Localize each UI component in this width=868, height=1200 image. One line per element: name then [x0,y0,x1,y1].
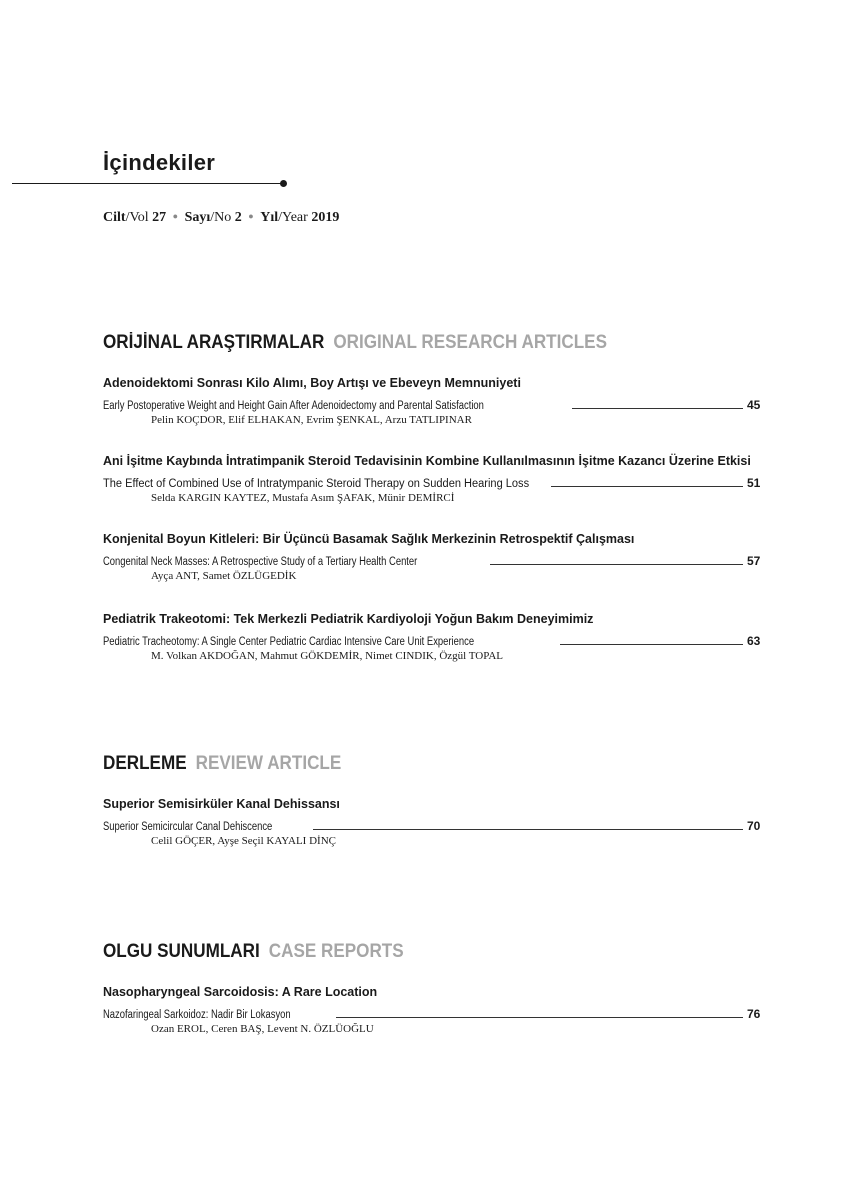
entry-subtitle: Early Postoperative Weight and Height Gain After Adenoidectomy and Parental Satisfaction [103,400,484,412]
sayi-label: Sayı [184,210,211,225]
entry-authors: Ozan EROL, Ceren BAŞ, Levent N. ÖZLÜOĞLU [151,1023,374,1035]
section-title-en: ORIGINAL RESEARCH ARTICLES [333,332,607,353]
section-title-en: CASE REPORTS [268,941,404,962]
separator-dot: ● [172,211,179,221]
entry-title: Konjenital Boyun Kitleleri: Bir Üçüncü Basamak Sağlık Merkezinin Retrospektif Çalışması [103,532,635,546]
dot-leader [551,486,743,487]
entry-subtitle: The Effect of Combined Use of Intratympanic Steroid Therapy on Sudden Hearing Loss [103,478,530,490]
section-title-tr: ORİJİNAL ARAŞTIRMALAR [103,332,325,353]
separator-dot: ● [248,211,254,221]
entry-title: Nasopharyngeal Sarcoidosis: A Rare Location [103,985,378,999]
title-underline-dot [280,180,287,187]
issue-info [103,210,339,226]
entry-subtitle: Congenital Neck Masses: A Retrospective Study of a Tertiary Health Center [103,556,418,568]
page-number: 63 [747,634,761,648]
page-number: 70 [747,819,761,833]
section-review [103,753,763,847]
year-value: 2019 [311,210,340,225]
page-number: 57 [747,554,761,568]
section-case-reports [103,941,763,1035]
vol-value: 27 [152,210,167,225]
entry-subtitle: Pediatric Tracheotomy: A Single Center Pediatric Cardiac Intensive Care Unit Experience [103,636,475,648]
yil-label: Yıl [260,210,279,225]
dot-leader [560,644,743,645]
entry-subtitle-row [103,817,763,833]
section-heading [103,753,697,775]
entry-subtitle: Nazofaringeal Sarkoidoz: Nadir Bir Lokasyon [103,1009,291,1021]
cilt-label: Cilt [103,210,126,225]
vol-label: /Vol [125,210,149,225]
section-title-en: REVIEW ARTICLE [195,753,342,774]
dot-leader [572,408,743,409]
entry-subtitle-row [103,1005,763,1021]
page-number: 45 [747,398,761,412]
section-title-tr: DERLEME [103,753,187,774]
entry-title: Superior Semisirküler Kanal Dehissansı [103,797,340,811]
year-label: /Year [278,210,308,225]
entry-subtitle-row [103,474,763,490]
entry-title: Pediatrik Trakeotomi: Tek Merkezli Pediatrik Kardiyoloji Yoğun Bakım Deneyimimiz [103,612,594,626]
dot-leader [336,1017,743,1018]
title-underline [12,183,284,184]
entry-authors: Selda KARGIN KAYTEZ, Mustafa Asım ŞAFAK, Münir DEMİRCİ [151,492,455,504]
no-label: /No [210,210,232,225]
section-heading [103,941,697,963]
entry-authors: Pelin KOÇDOR, Elif ELHAKAN, Evrim ŞENKAL, Arzu TATLIPINAR [151,414,472,426]
entry-authors: M. Volkan AKDOĞAN, Mahmut GÖKDEMİR, Nimet CINDIK, Özgül TOPAL [151,650,504,662]
entry-authors: Ayça ANT, Samet ÖZLÜGEDİK [151,570,297,582]
entry-subtitle: Superior Semicircular Canal Dehiscence [103,821,273,833]
no-value: 2 [234,210,242,225]
dot-leader [313,829,743,830]
section-heading [103,332,697,354]
entry-authors: Celil GÖÇER, Ayşe Seçil KAYALI DİNÇ [151,835,336,847]
entry-title: Ani İşitme Kaybında İntratimpanik Steroid Tedavisinin Kombine Kullanılmasının İşitme Kazancı Üzerine Etkisi [103,454,751,468]
entry-subtitle-row [103,396,763,412]
page-number: 76 [747,1007,761,1021]
entry-title: Adenoidektomi Sonrası Kilo Alımı, Boy Artışı ve Ebeveyn Memnuniyeti [103,376,521,390]
section-original-research [103,332,763,662]
entry-subtitle-row [103,552,763,568]
section-title-tr: OLGU SUNUMLARI [103,941,260,962]
dot-leader [490,564,743,565]
page-title: İçindekiler [103,150,216,175]
page-number: 51 [747,476,761,490]
entry-subtitle-row [103,632,763,648]
